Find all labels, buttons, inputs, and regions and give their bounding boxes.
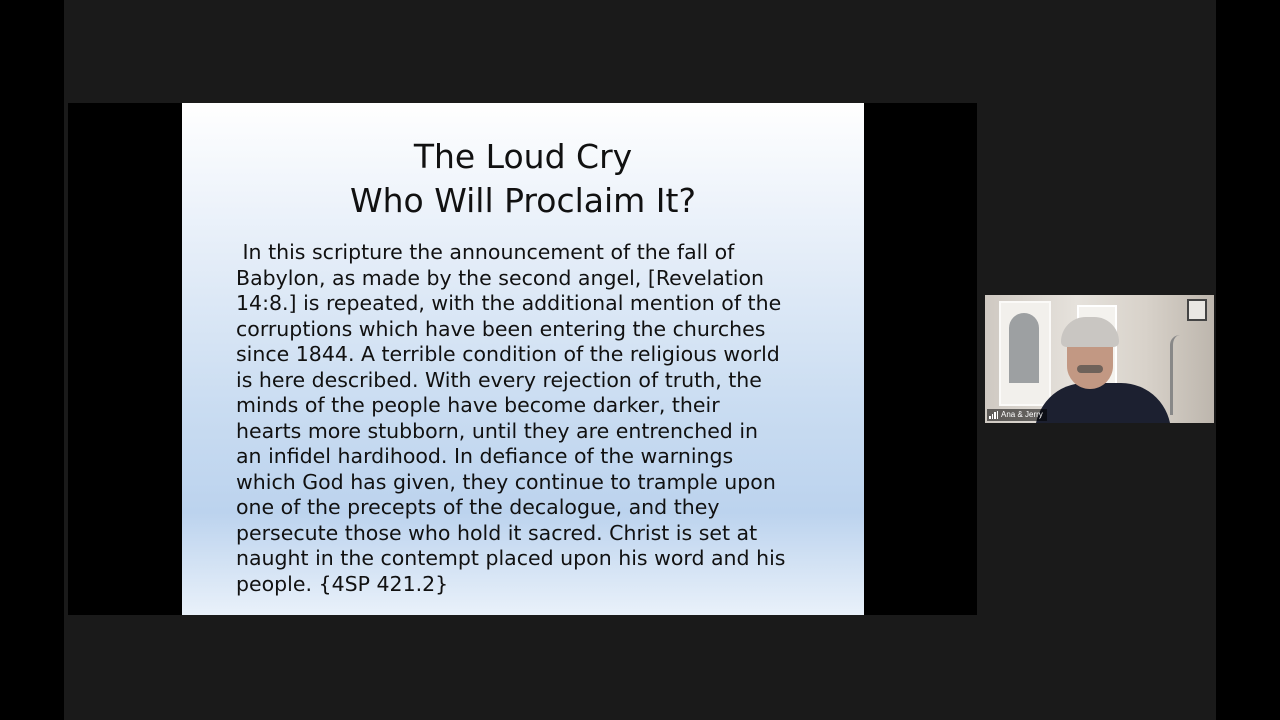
slide-body-line: naught in the contempt placed upon his word and his — [236, 546, 786, 570]
video-picture-frame — [1187, 299, 1207, 321]
slide-body-line: an infidel hardihood. In defiance of the warnings — [236, 444, 734, 468]
video-lamp — [1170, 335, 1195, 415]
slide-body-text — [236, 240, 826, 597]
slide-body-line: is here described. With every rejection of truth, the — [236, 367, 762, 392]
slide-body-line: In this scripture the announcement of the fall of — [236, 240, 735, 264]
slide-body-line: one of the precepts of the decalogue, and they — [236, 495, 720, 519]
slide-body-line: corruptions which have been entering the churches — [236, 316, 766, 341]
slide-body-line: 14:8.] is repeated, with the additional mention of the — [236, 291, 782, 315]
participant-name-label — [987, 409, 1047, 421]
slide-body-line: since 1844. A terrible condition of the religious world — [236, 342, 780, 366]
slide-body-line: persecute those who hold it sacred. Christ is set at — [236, 520, 758, 545]
participant-mustache — [1077, 365, 1103, 373]
slide-title-line: The Loud Cry — [413, 137, 633, 176]
slide-body-line: which God has given, they continue to trample upon — [236, 469, 776, 494]
slide-title-line: Who Will Proclaim It? — [349, 181, 696, 220]
slide-title — [182, 135, 864, 223]
slide-body-line: minds of the people have become darker, their — [236, 393, 720, 417]
participant-name: Ana & Jerry — [1001, 410, 1043, 419]
signal-strength-icon — [989, 411, 998, 419]
slide-body-line: people. {4SP 421.2} — [236, 571, 449, 596]
shared-slide — [182, 103, 864, 615]
slide-body-line: hearts more stubborn, until they are entrenched in — [236, 418, 759, 443]
video-door — [999, 301, 1051, 406]
slide-body-line: Babylon, as made by the second angel, [Revelation — [236, 265, 765, 290]
participant-video-tile[interactable] — [985, 295, 1214, 423]
